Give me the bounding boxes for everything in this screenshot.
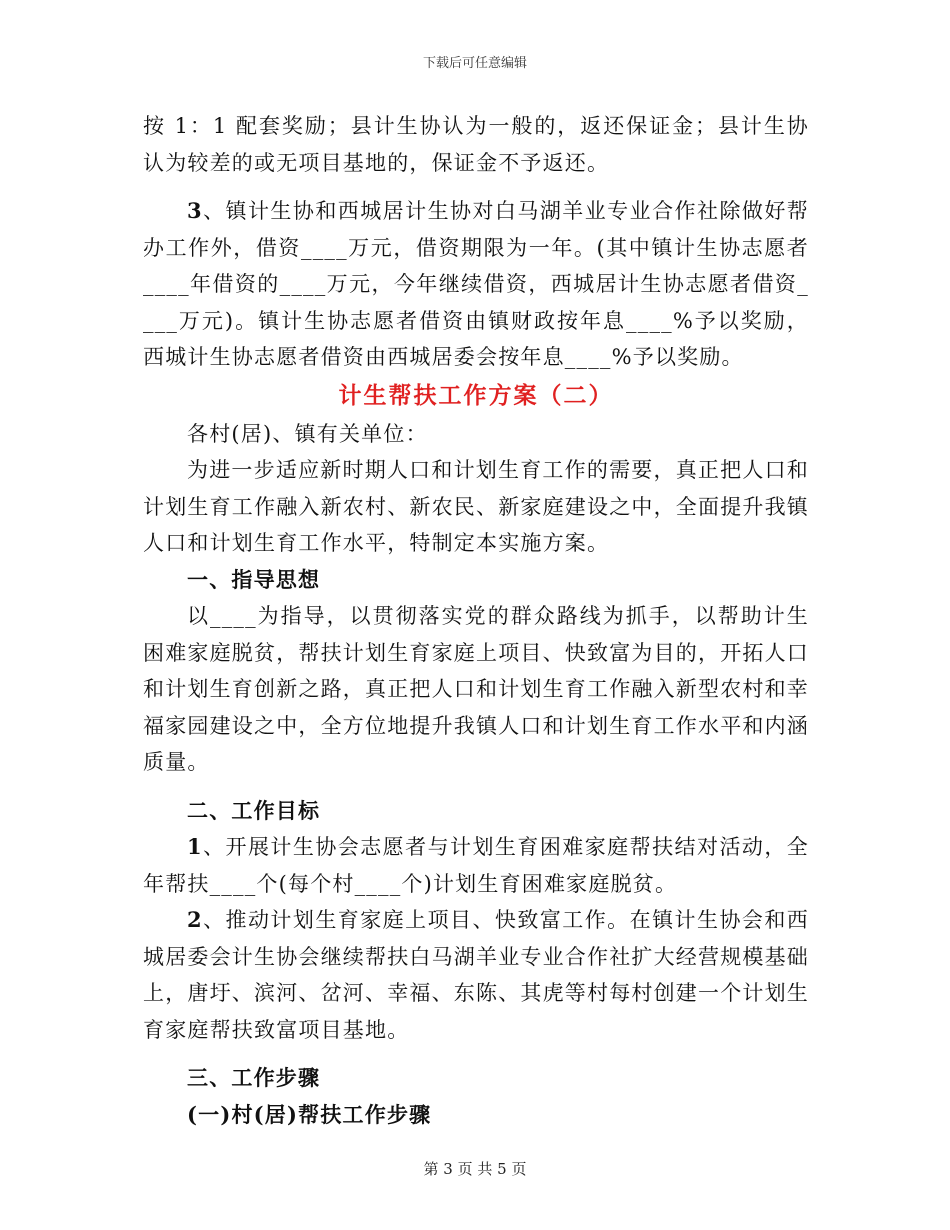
paragraph-reward: 按 1：1 配套奖励；县计生协认为一般的，返还保证金；县计生协认为较差的或无项目基地的，保证金不予返还。 (143, 114, 809, 175)
heading-guiding-thought: 一、指导思想 (187, 566, 321, 592)
paragraph-guiding-thought: 以____为指导，以贯彻落实党的群众路线为抓手，以帮助计生困难家庭脱贫，帮扶计划生育家庭上项目、快致富为目的，开拓人口和计划生育创新之路，真正把人口和计划生育工作融入新型农村和幸福家园建设之中，全方位地提升我镇人口和计划生育工作水平和内涵质量。 (143, 604, 809, 774)
section-title: 计生帮扶工作方案（二） (338, 381, 614, 409)
paragraph-loan-text: 、镇计生协和西城居计生协对白马湖羊业专业合作社除做好帮办工作外，借资____万元，借资期限为一年。(其中镇计生协志愿者____年借资的____万元，今年继续借资，西城居计生协志愿者借资____万元)。镇计生协志愿者借资由镇财政按年息____%予以奖励，西城计生协志愿者借资由西城居委会按年息____%予以奖励。 (143, 199, 809, 369)
heading-work-steps: 三、工作步骤 (187, 1065, 321, 1090)
goal-2-text: 、推动计划生育家庭上项目、快致富工作。在镇计生协会和西城居委会计生协会继续帮扶白马湖羊业专业合作社扩大经营规模基础上，唐圩、滨河、岔河、幸福、东陈、其虎等村每村创建一个计划生育家庭帮扶致富项目基地。 (143, 908, 809, 1042)
paragraph-goal-1 (143, 829, 809, 902)
document-body (143, 108, 809, 1133)
heading-work-goals: 二、工作目标 (187, 797, 321, 823)
page-footer: 第 3 页 共 5 页 (423, 1160, 527, 1178)
goal-1-text: 、开展计生协会志愿者与计划生育困难家庭帮扶结对活动，全年帮扶____个(每个村____个)计划生育困难家庭脱贫。 (143, 835, 809, 896)
paragraph-loan (143, 193, 809, 376)
paragraph-goal-2 (143, 902, 809, 1048)
salutation: 各村(居)、镇有关单位： (187, 421, 428, 446)
goal-2-number: 2 (187, 907, 203, 932)
page-header: 下载后可任意编辑 (422, 56, 527, 71)
paragraph-loan-number: 3 (187, 198, 203, 223)
goal-1-number: 1 (187, 834, 203, 859)
paragraph-intro: 为进一步适应新时期人口和计划生育工作的需要，真正把人口和计划生育工作融入新农村、新农民、新家庭建设之中，全面提升我镇人口和计划生育工作水平，特制定本实施方案。 (143, 458, 809, 555)
subheading-village-steps: (一)村(居)帮扶工作步骤 (187, 1101, 432, 1127)
